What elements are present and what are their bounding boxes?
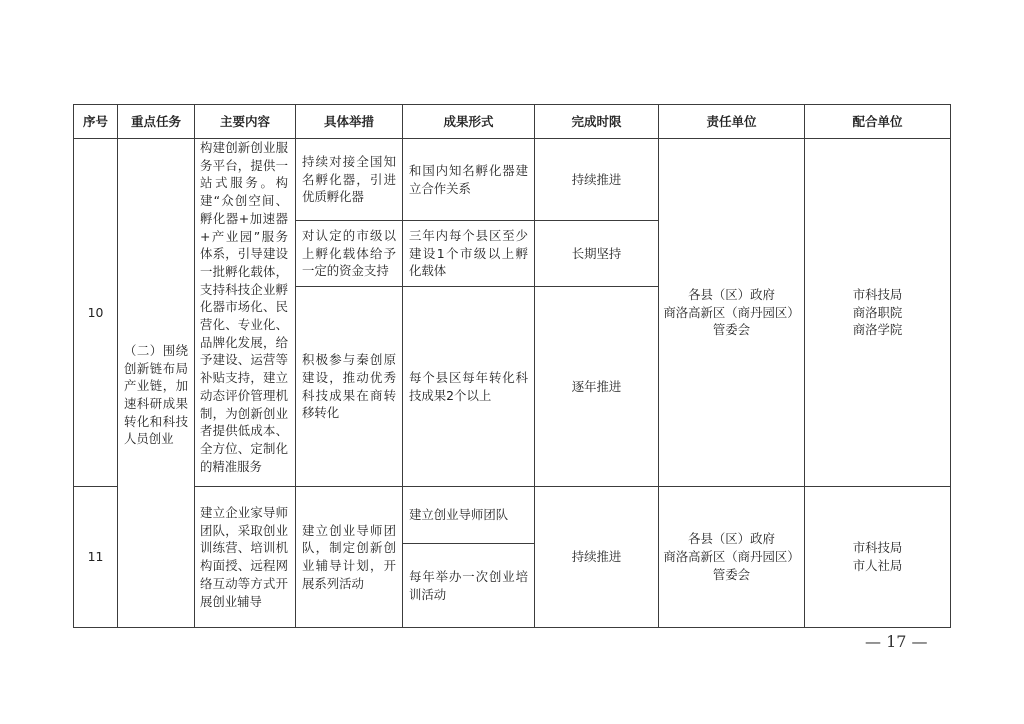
row10-deadline-3: 逐年推进 — [535, 287, 659, 487]
header-row — [74, 105, 951, 139]
cooperating-line: 市科技局 — [852, 286, 903, 302]
row10-outcome-1: 和国内知名孵化器建立合作关系 — [403, 139, 535, 221]
header-responsible: 责任单位 — [659, 105, 805, 139]
row10-measure-1: 持续对接全国知名孵化器，引进优质孵化器 — [296, 139, 403, 221]
cooperating-line: 市科技局 — [852, 540, 903, 556]
header-task: 重点任务 — [118, 105, 195, 139]
row10-responsible — [659, 139, 805, 487]
row11-no: 11 — [74, 487, 118, 628]
header-outcome: 成果形式 — [403, 105, 535, 139]
cooperating-line: 商洛职院 — [852, 304, 903, 320]
page-number: — 17 — — [865, 632, 928, 651]
responsible-line: 管委会 — [712, 566, 751, 582]
row10-no: 10 — [74, 139, 118, 487]
cooperating-line: 商洛学院 — [852, 322, 903, 338]
row10-content: 构建创新创业服务平台，提供一站式服务。构建“众创空间、孵化器+加速器+产业园”服务体系，引导建设一批孵化载体，支持科技企业孵化器市场化、民营化、专业化、品牌化发展，给予建设、运营等补贴支持，建立动态评价管理机制，为创新创业者提供低成本、全方位、定制化的精准服务 — [195, 139, 296, 487]
row11-deadline: 持续推进 — [535, 487, 659, 628]
row11-outcome-1: 建立创业导师团队 — [403, 487, 535, 544]
row11-measures: 建立创业导师团队，制定创新创业辅导计划，开展系列活动 — [296, 487, 403, 628]
row11-outcome-2: 每年举办一次创业培训活动 — [403, 544, 535, 628]
cooperating-line: 市人社局 — [852, 558, 903, 573]
table-row — [74, 487, 951, 544]
header-cooperating: 配合单位 — [805, 105, 951, 139]
row10-deadline-2: 长期坚持 — [535, 221, 659, 287]
responsible-line: 各县（区）政府 — [688, 531, 775, 547]
responsible-line: 管委会 — [712, 322, 751, 338]
policy-table — [73, 104, 951, 628]
responsible-line: 各县（区）政府 — [688, 286, 775, 302]
table-row — [74, 139, 951, 221]
header-measures: 具体举措 — [296, 105, 403, 139]
row10-outcome-2: 三年内每个县区至少建设1个市级以上孵化载体 — [403, 221, 535, 287]
task-cell: （二）围绕创新链布局产业链，加速科研成果转化和科技人员创业 — [118, 139, 195, 628]
row11-content: 建立企业家导师团队，采取创业训练营、培训机构面授、远程网络互动等方式开展创业辅导 — [195, 487, 296, 628]
header-deadline: 完成时限 — [535, 105, 659, 139]
row10-deadline-1: 持续推进 — [535, 139, 659, 221]
row10-outcome-3: 每个县区每年转化科技成果2个以上 — [403, 287, 535, 487]
row10-measure-3: 积极参与秦创原建设，推动优秀科技成果在商转移转化 — [296, 287, 403, 487]
responsible-line: 商洛高新区（商丹园区） — [663, 304, 800, 320]
row10-cooperating — [805, 139, 951, 487]
row11-cooperating — [805, 487, 951, 628]
header-content: 主要内容 — [195, 105, 296, 139]
responsible-line: 商洛高新区（商丹园区） — [663, 549, 800, 565]
header-no: 序号 — [74, 105, 118, 139]
row10-measure-2: 对认定的市级以上孵化载体给予一定的资金支持 — [296, 221, 403, 287]
row11-responsible — [659, 487, 805, 628]
